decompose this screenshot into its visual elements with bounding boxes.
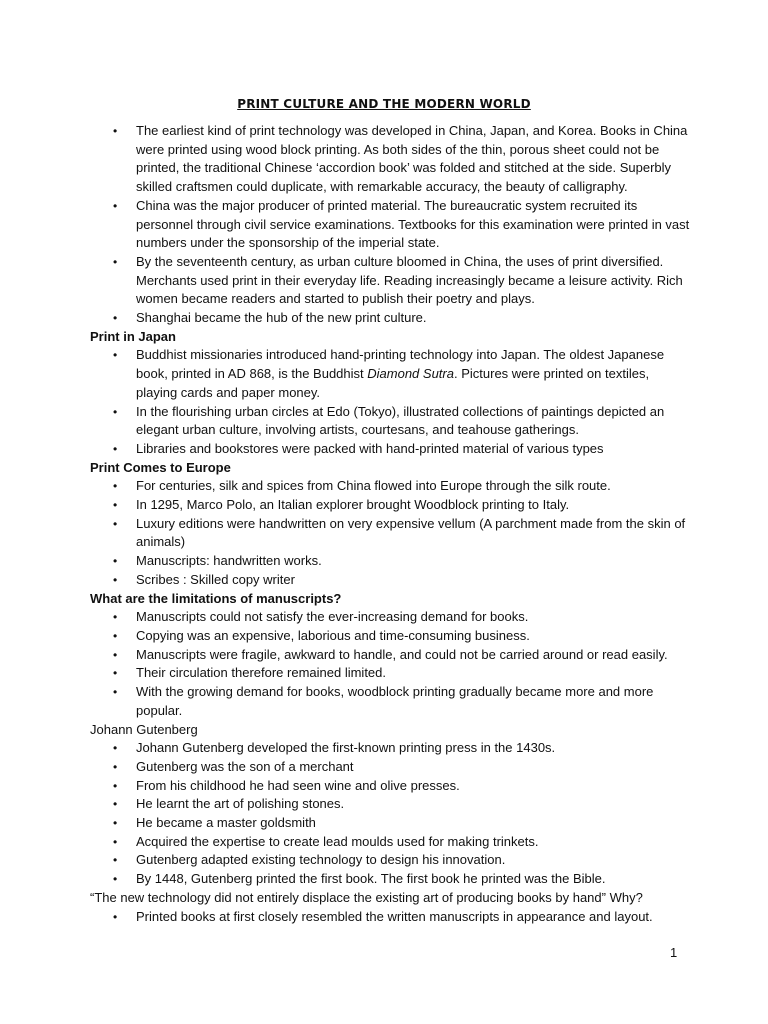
bullet-list [90, 739, 690, 889]
bullet-icon: • [113, 778, 118, 793]
bullet-icon: • [113, 816, 118, 831]
bullet-icon: • [113, 404, 118, 419]
list-item [90, 851, 690, 870]
list-item [90, 664, 690, 683]
bullet-icon: • [113, 872, 118, 887]
list-item-text: He learnt the art of polishing stones. [136, 796, 345, 812]
bullet-icon: • [113, 554, 118, 569]
list-item-text: He became a master goldsmith [136, 815, 316, 831]
bullet-icon: • [113, 759, 118, 774]
bullet-icon: • [113, 441, 118, 456]
list-item [90, 777, 690, 796]
bullet-icon: • [113, 198, 118, 213]
list-item [90, 795, 690, 814]
section-heading: Johann Gutenberg [90, 721, 198, 737]
bullet-icon: • [113, 498, 118, 513]
list-item [90, 515, 690, 552]
list-item [90, 403, 690, 440]
list-item-text: In the flourishing urban circles at Edo (Tokyo), illustrated collections of paintings depicted an elegant urban culture, involving artists, courtesans, and teahouse gatherings. [136, 403, 665, 438]
list-item-text: Gutenberg adapted existing technology to design his innovation. [136, 852, 506, 868]
bullet-icon: • [113, 834, 118, 849]
bullet-list [90, 908, 690, 927]
bullet-icon: • [113, 311, 118, 326]
bullet-icon: • [113, 666, 118, 681]
list-item [90, 346, 690, 402]
list-item-text: Manuscripts could not satisfy the ever-increasing demand for books. [136, 609, 529, 625]
list-item [90, 814, 690, 833]
list-item [90, 683, 690, 720]
bullet-list [90, 346, 690, 458]
bullet-icon: • [113, 348, 118, 363]
list-item-text: Manuscripts were fragile, awkward to handle, and could not be carried around or read easily. [136, 646, 668, 662]
bullet-icon: • [113, 479, 118, 494]
list-item-text: Johann Gutenberg developed the first-known printing press in the 1430s. [136, 740, 556, 756]
list-item-text: By 1448, Gutenberg printed the first book. The first book he printed was the Bible. [136, 871, 606, 887]
bullet-icon: • [113, 124, 118, 138]
page-number: 1 [670, 945, 678, 960]
section-heading: What are the limitations of manuscripts? [90, 590, 342, 606]
bullet-icon: • [113, 610, 118, 625]
list-item-text: China was the major producer of printed material. The bureaucratic system recruited its personnel through civil service examinations. Textbooks for this examination were printed in vast numbers under the sponsorship of the imperial state. [136, 197, 690, 251]
list-item-text: Gutenberg was the son of a merchant [136, 758, 354, 774]
bullet-icon: • [113, 797, 118, 812]
bullet-list [90, 122, 690, 328]
list-item [90, 197, 690, 253]
bullet-icon: • [113, 685, 118, 700]
list-item [90, 758, 690, 777]
list-item-text: Printed books at first closely resembled the written manuscripts in appearance and layout. [136, 908, 653, 924]
section-heading: “The new technology did not entirely displace the existing art of producing books by hand” Why? [90, 889, 643, 905]
list-item-text: With the growing demand for books, woodblock printing gradually became more and more popular. [136, 684, 654, 718]
list-item [90, 253, 690, 309]
list-item [90, 440, 690, 459]
list-item-text: Buddhist missionaries introduced hand-printing technology into Japan. The oldest Japanese book, printed in AD 868, is the Buddhist Diamond Sutra. Pictures were printed on textiles, playing cards and paper money. [136, 347, 665, 400]
list-item-text: Copying was an expensive, laborious and time-consuming business. [136, 627, 530, 643]
list-item [90, 908, 690, 927]
list-item [90, 496, 690, 515]
list-item-text: From his childhood he had seen wine and olive presses. [136, 777, 460, 793]
bullet-icon: • [113, 516, 118, 531]
list-item-text: Their circulation therefore remained limited. [136, 665, 386, 681]
bullet-list [90, 608, 690, 720]
list-item [90, 833, 690, 852]
list-item [90, 608, 690, 627]
list-item [90, 309, 690, 328]
bullet-icon: • [113, 647, 118, 662]
list-item-text: Scribes : Skilled copy writer [136, 571, 295, 587]
list-item-text: Manuscripts: handwritten works. [136, 553, 322, 569]
section-heading: Print in Japan [90, 328, 176, 344]
list-item-text: The earliest kind of print technology was developed in China, Japan, and Korea. Books in China were printed using wood block printing. As both sides of the thin, porous sheet could not be printed, the traditional Chinese ‘accordion book’ was folded and stitched at the side. Superbly skilled craftsmen could duplicate, with remarkable accuracy, the beauty of calligraphy. [136, 123, 688, 195]
page-title: PRINT CULTURE AND THE MODERN WORLD [237, 97, 531, 111]
bullet-icon: • [113, 254, 118, 269]
bullet-icon: • [113, 853, 118, 868]
list-item-text: In 1295, Marco Polo, an Italian explorer brought Woodblock printing to Italy. [136, 497, 570, 513]
bullet-icon: • [113, 628, 118, 643]
list-item [90, 627, 690, 646]
bullet-icon: • [113, 909, 118, 924]
list-item [90, 870, 690, 889]
list-item-text: Acquired the expertise to create lead moulds used for making trinkets. [136, 833, 539, 849]
list-item [90, 552, 690, 571]
list-item-text: By the seventeenth century, as urban culture bloomed in China, the uses of print diversified. Merchants used print in their everyday life. Reading increasingly became a leisure activity. Rich women became readers and started to publish their poetry and plays. [136, 253, 683, 307]
list-item [90, 571, 690, 590]
bullet-list [90, 477, 690, 589]
list-item [90, 646, 690, 665]
list-item-text: Libraries and bookstores were packed with hand-printed material of various types [136, 440, 604, 456]
list-item [90, 122, 690, 197]
list-item [90, 477, 690, 496]
bullet-icon: • [113, 741, 118, 756]
section-heading: Print Comes to Europe [90, 459, 231, 475]
list-item-text: Luxury editions were handwritten on very expensive vellum (A parchment made from the skin of animals) [136, 515, 686, 550]
bullet-icon: • [113, 572, 118, 587]
list-item-text: For centuries, silk and spices from China flowed into Europe through the silk route. [136, 478, 611, 494]
list-item-text: Shanghai became the hub of the new print culture. [136, 310, 427, 326]
document-body [90, 122, 690, 926]
list-item [90, 739, 690, 758]
